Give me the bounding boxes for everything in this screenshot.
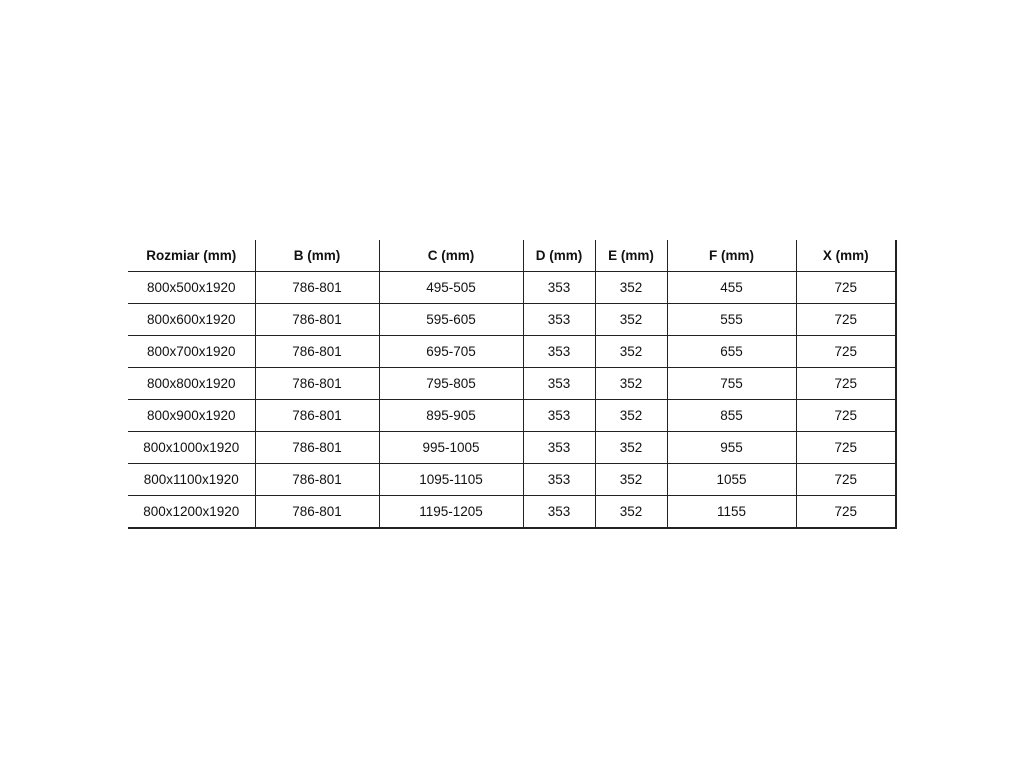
cell-d: 353 bbox=[523, 272, 595, 304]
cell-c: 595-605 bbox=[379, 304, 523, 336]
cell-rozmiar: 800x500x1920 bbox=[128, 272, 255, 304]
cell-x: 725 bbox=[796, 336, 896, 368]
cell-c: 695-705 bbox=[379, 336, 523, 368]
cell-b: 786-801 bbox=[255, 368, 379, 400]
cell-b: 786-801 bbox=[255, 464, 379, 496]
cell-e: 352 bbox=[595, 432, 667, 464]
cell-b: 786-801 bbox=[255, 336, 379, 368]
table-row bbox=[128, 432, 896, 464]
cell-e: 352 bbox=[595, 336, 667, 368]
cell-e: 352 bbox=[595, 368, 667, 400]
cell-rozmiar: 800x1100x1920 bbox=[128, 464, 255, 496]
cell-b: 786-801 bbox=[255, 272, 379, 304]
cell-x: 725 bbox=[796, 496, 896, 529]
header-e: E (mm) bbox=[595, 240, 667, 272]
table-row bbox=[128, 464, 896, 496]
table-row bbox=[128, 272, 896, 304]
cell-d: 353 bbox=[523, 368, 595, 400]
cell-c: 795-805 bbox=[379, 368, 523, 400]
cell-b: 786-801 bbox=[255, 400, 379, 432]
cell-x: 725 bbox=[796, 400, 896, 432]
cell-f: 555 bbox=[667, 304, 796, 336]
cell-x: 725 bbox=[796, 464, 896, 496]
cell-x: 725 bbox=[796, 272, 896, 304]
dimensions-table-container bbox=[128, 240, 896, 529]
cell-x: 725 bbox=[796, 304, 896, 336]
header-f: F (mm) bbox=[667, 240, 796, 272]
cell-f: 755 bbox=[667, 368, 796, 400]
header-rozmiar: Rozmiar (mm) bbox=[128, 240, 255, 272]
cell-f: 1155 bbox=[667, 496, 796, 529]
cell-f: 855 bbox=[667, 400, 796, 432]
cell-d: 353 bbox=[523, 400, 595, 432]
cell-rozmiar: 800x1200x1920 bbox=[128, 496, 255, 529]
cell-c: 495-505 bbox=[379, 272, 523, 304]
cell-d: 353 bbox=[523, 496, 595, 529]
cell-c: 1095-1105 bbox=[379, 464, 523, 496]
dimensions-table bbox=[128, 240, 897, 529]
table-row bbox=[128, 336, 896, 368]
cell-c: 895-905 bbox=[379, 400, 523, 432]
cell-b: 786-801 bbox=[255, 432, 379, 464]
table-row bbox=[128, 368, 896, 400]
cell-f: 455 bbox=[667, 272, 796, 304]
cell-c: 995-1005 bbox=[379, 432, 523, 464]
cell-d: 353 bbox=[523, 432, 595, 464]
cell-rozmiar: 800x600x1920 bbox=[128, 304, 255, 336]
cell-e: 352 bbox=[595, 464, 667, 496]
cell-b: 786-801 bbox=[255, 496, 379, 529]
table-row bbox=[128, 304, 896, 336]
cell-x: 725 bbox=[796, 432, 896, 464]
cell-x: 725 bbox=[796, 368, 896, 400]
table-header-row bbox=[128, 240, 896, 272]
cell-e: 352 bbox=[595, 304, 667, 336]
cell-f: 955 bbox=[667, 432, 796, 464]
cell-b: 786-801 bbox=[255, 304, 379, 336]
header-d: D (mm) bbox=[523, 240, 595, 272]
cell-d: 353 bbox=[523, 464, 595, 496]
cell-d: 353 bbox=[523, 304, 595, 336]
cell-d: 353 bbox=[523, 336, 595, 368]
header-c: C (mm) bbox=[379, 240, 523, 272]
cell-c: 1195-1205 bbox=[379, 496, 523, 529]
cell-f: 1055 bbox=[667, 464, 796, 496]
cell-rozmiar: 800x800x1920 bbox=[128, 368, 255, 400]
header-x: X (mm) bbox=[796, 240, 896, 272]
cell-rozmiar: 800x700x1920 bbox=[128, 336, 255, 368]
header-b: B (mm) bbox=[255, 240, 379, 272]
cell-e: 352 bbox=[595, 496, 667, 529]
cell-e: 352 bbox=[595, 400, 667, 432]
cell-rozmiar: 800x1000x1920 bbox=[128, 432, 255, 464]
table-row bbox=[128, 400, 896, 432]
table-row bbox=[128, 496, 896, 529]
cell-f: 655 bbox=[667, 336, 796, 368]
cell-rozmiar: 800x900x1920 bbox=[128, 400, 255, 432]
cell-e: 352 bbox=[595, 272, 667, 304]
